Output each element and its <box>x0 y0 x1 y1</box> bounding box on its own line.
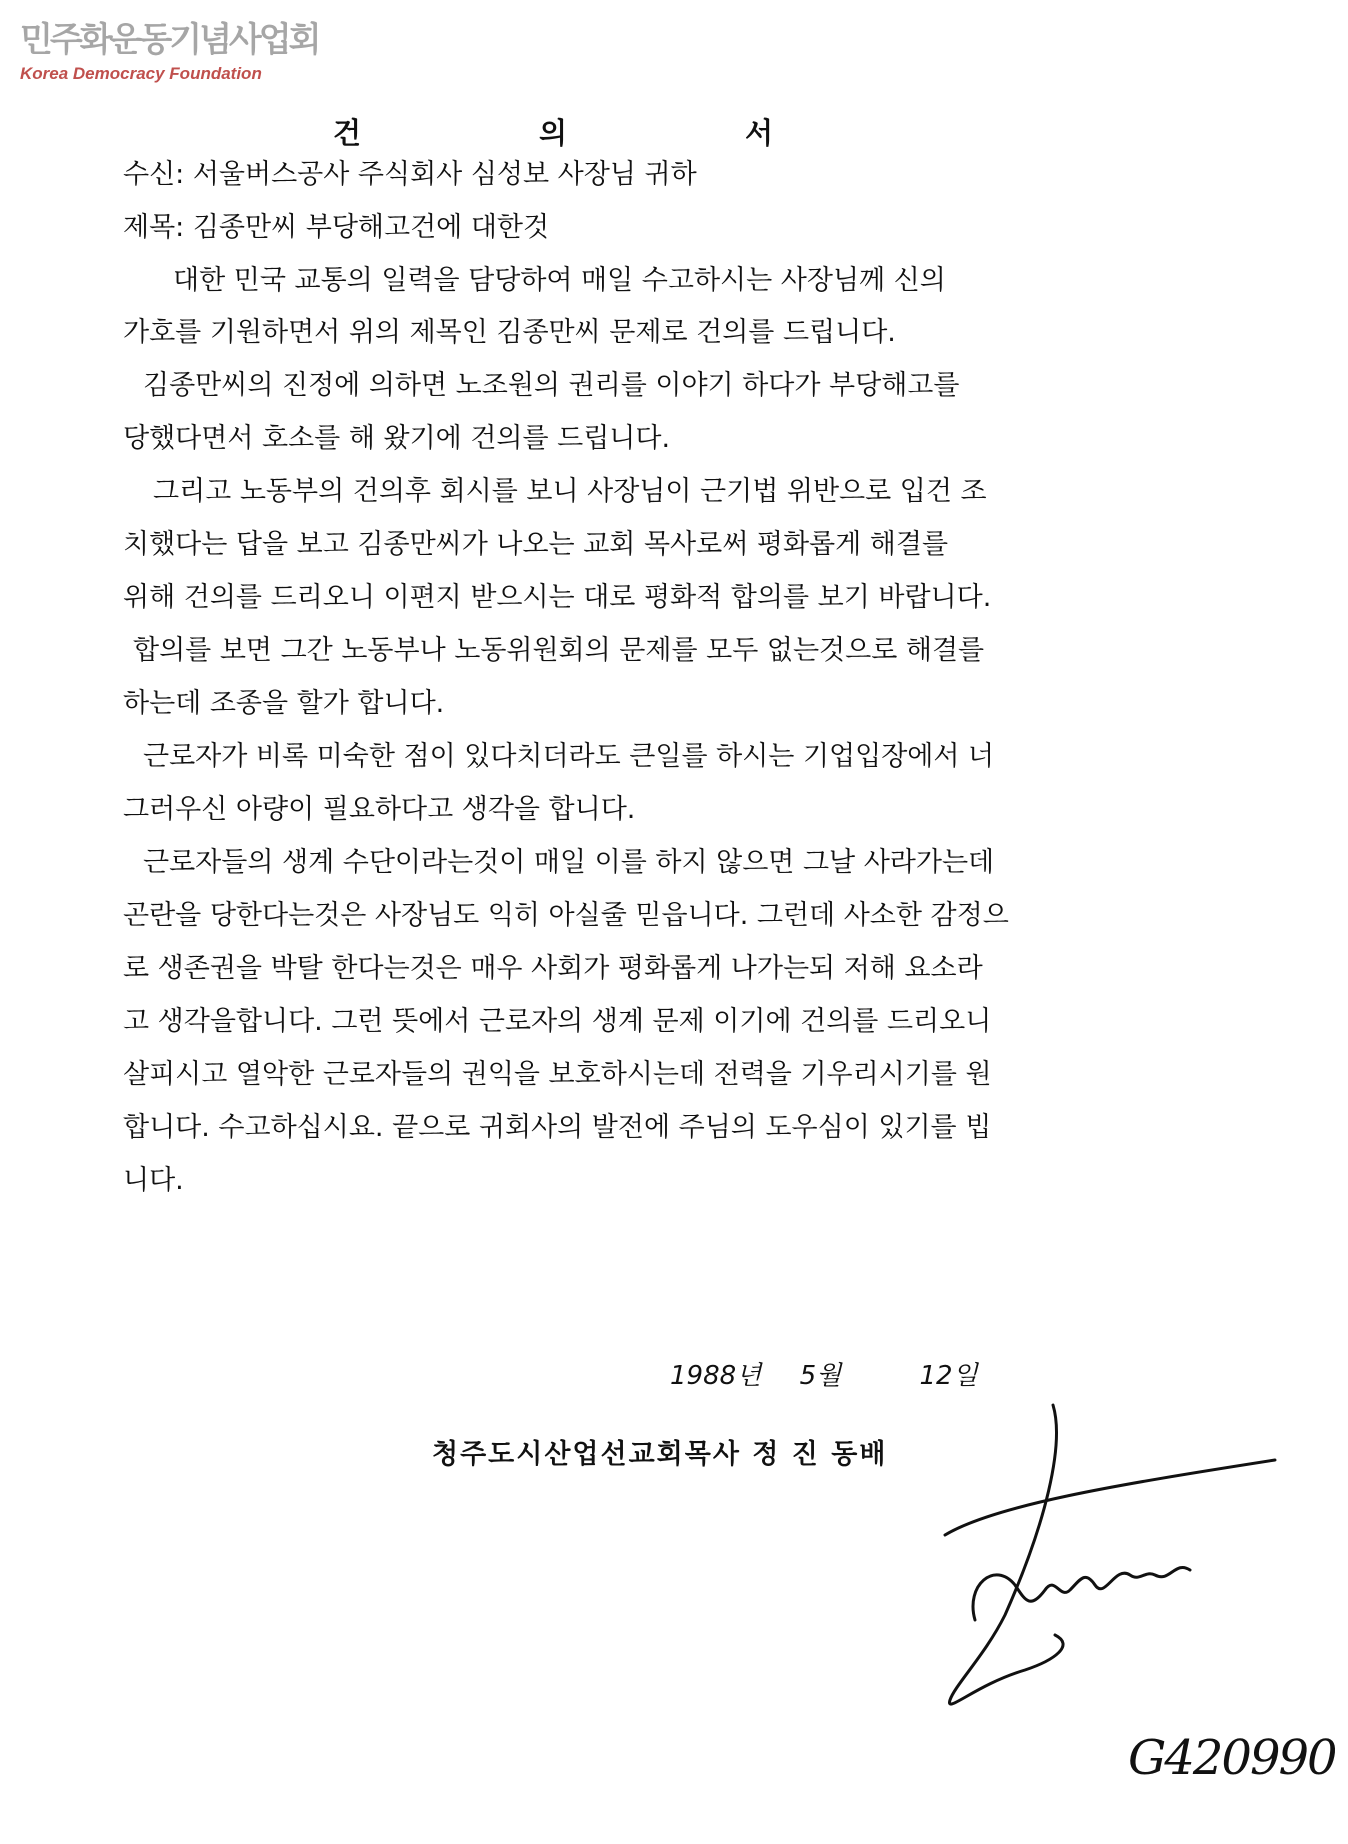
body-line: 위해 건의를 드리오니 이편지 받으시는 대로 평화적 합의를 보기 바랍니다. <box>123 582 992 613</box>
date-month: 5월 <box>799 1361 842 1391</box>
sender-name: 청주도시산업선교회목사 정 진 동배 <box>432 1439 888 1470</box>
logo-english-text: Korea Democracy Foundation <box>20 64 262 83</box>
title-char: 의 <box>538 116 567 150</box>
title-char: 서 <box>744 116 773 150</box>
body-line: 고 생각을합니다. 그런 뜻에서 근로자의 생계 문제 이기에 건의를 드리오니 <box>123 1006 992 1037</box>
body-line: 합의를 보면 그간 노동부나 노동위원회의 문제를 모두 없는것으로 해결를 <box>133 635 985 666</box>
body-line: 당했다면서 호소를 해 왔기에 건의를 드립니다. <box>123 423 671 454</box>
body-line: 근로자들의 생계 수단이라는것이 매일 이를 하지 않으면 그날 사라가는데 <box>143 847 995 878</box>
body-line: 곤란을 당한다는것은 사장님도 익히 아실줄 믿읍니다. 그런데 사소한 감정으 <box>123 900 1009 931</box>
body-line: 대한 민국 교통의 일력을 담당하여 매일 수고하시는 사장님께 신의 <box>173 265 946 296</box>
body-line: 그러우신 아량이 필요하다고 생각을 합니다. <box>123 794 636 825</box>
date-day: 12일 <box>919 1361 978 1391</box>
body-line: 치했다는 답을 보고 김종만씨가 나오는 교회 목사로써 평화롭게 해결를 <box>123 529 949 560</box>
body-line: 로 생존권을 박탈 한다는것은 매우 사회가 평화롭게 나가는되 저해 요소라 <box>123 953 983 984</box>
body-line: 가호를 기원하면서 위의 제목인 김종만씨 문제로 건의를 드립니다. <box>123 317 896 348</box>
letter-body <box>123 116 1208 1196</box>
archive-code: G420990 <box>1128 1730 1336 1786</box>
body-line: 합니다. 수고하십시요. 끝으로 귀회사의 발전에 주님의 도우심이 있기를 빕 <box>123 1112 992 1143</box>
foundation-logo <box>20 20 318 84</box>
document-title <box>333 118 773 148</box>
body-line: 근로자가 비록 미숙한 점이 있다치더라도 큰일를 하시는 기업입장에서 너 <box>143 741 995 772</box>
subject-line: 제목: 김종만씨 부당해고건에 대한것 <box>123 212 550 243</box>
body-line: 김종만씨의 진정에 의하면 노조원의 권리를 이야기 하다가 부당해고를 <box>143 370 960 401</box>
title-char: 건 <box>333 116 362 150</box>
body-line: 그리고 노동부의 건의후 회시를 보니 사장님이 근기법 위반으로 입건 조 <box>153 476 987 507</box>
body-line: 니다. <box>123 1165 184 1196</box>
date-year: 1988년 <box>670 1361 762 1391</box>
body-line: 살피시고 열악한 근로자들의 권익을 보호하시는데 전력을 기우리시기를 원 <box>123 1059 992 1090</box>
body-line: 하는데 조종을 할가 합니다. <box>123 688 445 719</box>
recipient-line: 수신: 서울버스공사 주식회사 심성보 사장님 귀하 <box>123 159 697 190</box>
handwritten-signature <box>935 1385 1295 1729</box>
logo-korean-text: 민주화운동기념사업회 <box>20 20 319 60</box>
